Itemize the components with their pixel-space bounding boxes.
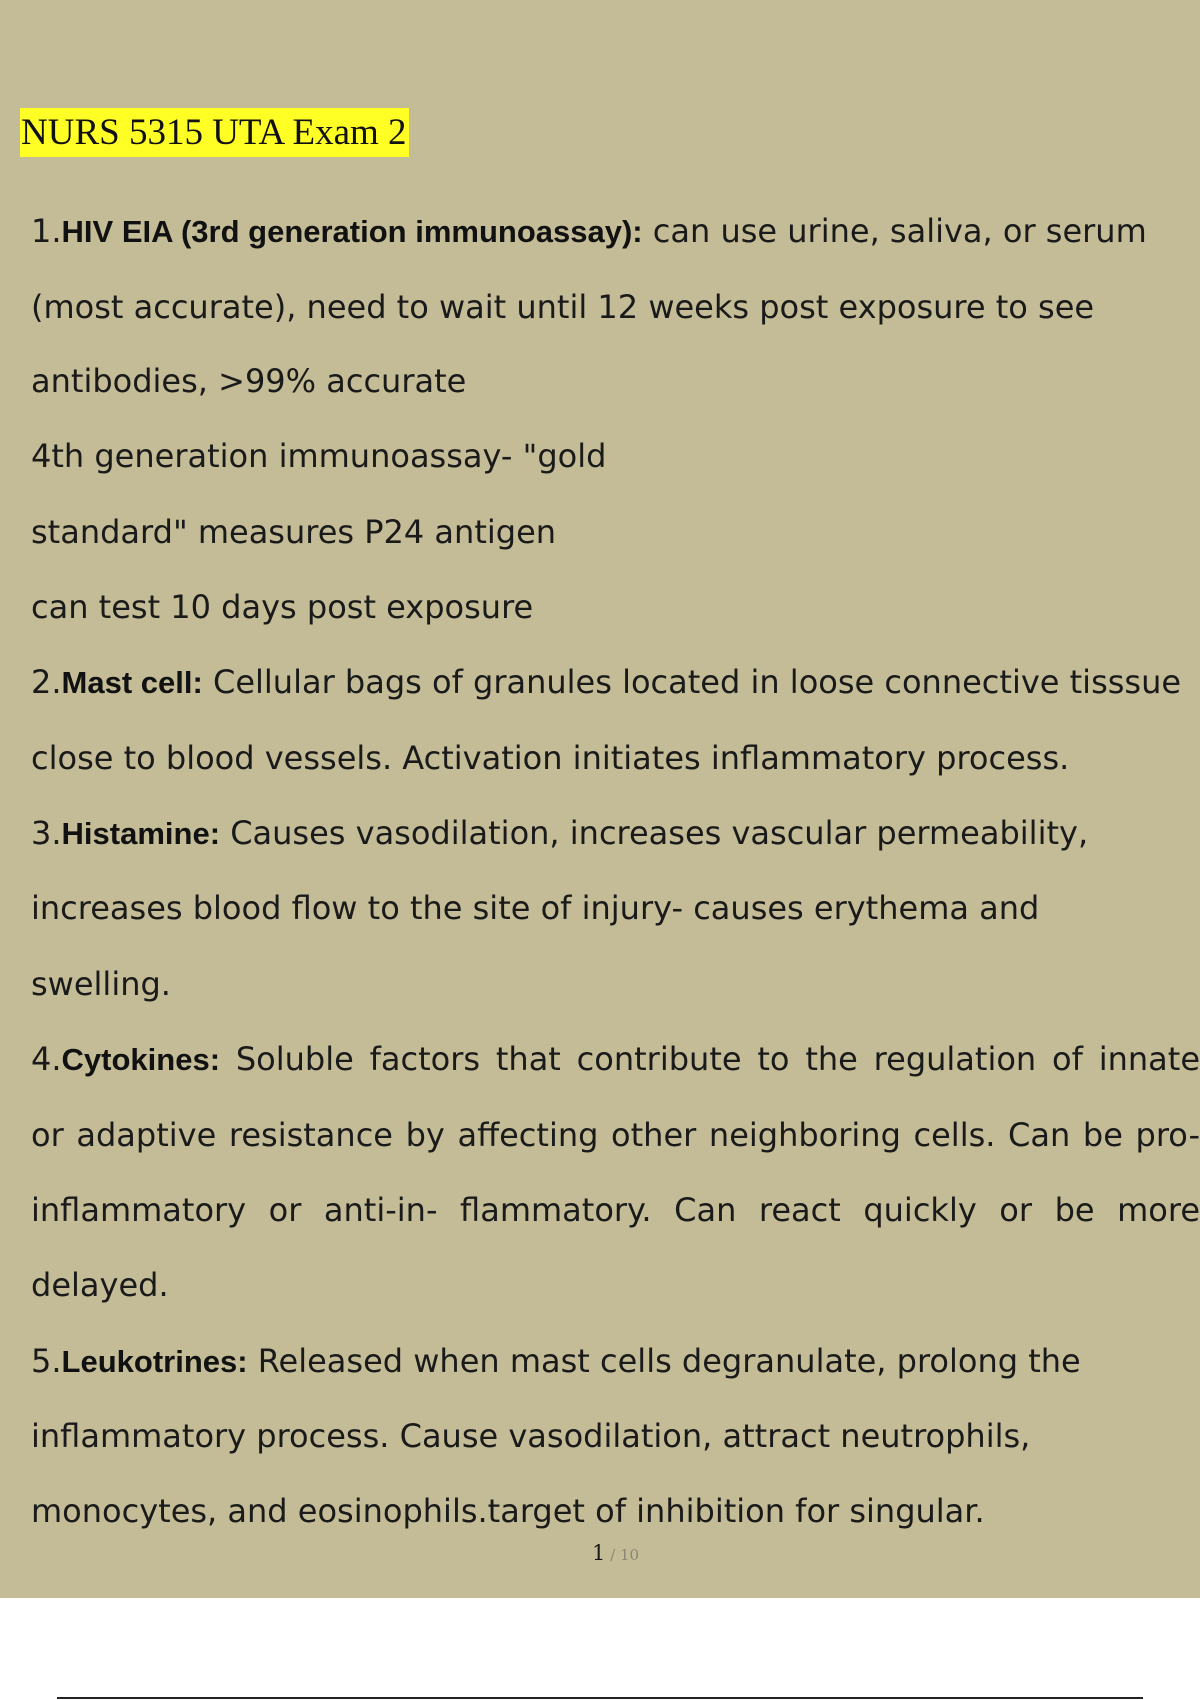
item-5-line-2: inflammatory process. Cause vasodilation, attract neutrophils, [31,1417,1031,1455]
item-1-first-line [31,211,1147,252]
item-text: Cellular bags of granules located in loose connective tisssue [202,663,1182,701]
item-term: Histamine: [61,816,221,851]
item-term: HIV EIA (3rd generation immunoassay): [61,214,643,249]
item-5-first-line [31,1341,1081,1382]
item-5-line-3: monocytes, and eosinophils.target of inhibition for singular. [31,1492,985,1530]
item-number: 2. [31,663,62,701]
page-total: 10 [619,1546,640,1564]
page-separator: / [605,1546,620,1564]
item-text: Causes vasodilation, increases vascular permeability, [220,814,1089,852]
item-4-line-4: delayed. [31,1266,169,1304]
item-text: Soluble factors that contribute to the regulation of innate [220,1040,1200,1078]
item-2-line-2: close to blood vessels. Activation initiates inflammatory process. [31,739,1070,777]
item-2-first-line [31,662,1181,703]
item-term: Leukotrines: [61,1344,248,1379]
item-number: 5. [31,1342,62,1380]
item-4-line-3: inflammatory or anti-in- flammatory. Can react quickly or be more [31,1191,1200,1229]
item-3-line-3: swelling. [31,965,171,1003]
item-1-line-3: antibodies, >99% accurate [31,362,467,400]
page-indicator [592,1541,639,1565]
item-1-line-6: can test 10 days post exposure [31,588,534,626]
item-4-first-line [31,1039,1200,1080]
item-3-line-2: increases blood flow to the site of injury- causes erythema and [31,889,1040,927]
item-term: Cytokines: [61,1042,221,1077]
item-text: can use urine, saliva, or serum [642,212,1147,250]
item-1-line-2: (most accurate), need to wait until 12 weeks post exposure to see [31,288,1095,326]
item-number: 1. [31,212,62,250]
page-current: 1 [592,1541,606,1565]
document-title: NURS 5315 UTA Exam 2 [20,108,409,157]
item-number: 4. [31,1040,62,1078]
item-1-line-4: 4th generation immunoassay- "gold [31,437,607,475]
item-1-line-5: standard" measures P24 antigen [31,513,557,551]
item-number: 3. [31,814,62,852]
item-4-line-2: or adaptive resistance by affecting other neighboring cells. Can be pro- [31,1116,1200,1154]
item-text: Released when mast cells degranulate, prolong the [247,1342,1081,1380]
item-3-first-line [31,813,1088,854]
next-page-divider [57,1697,1143,1699]
item-term: Mast cell: [61,665,203,700]
